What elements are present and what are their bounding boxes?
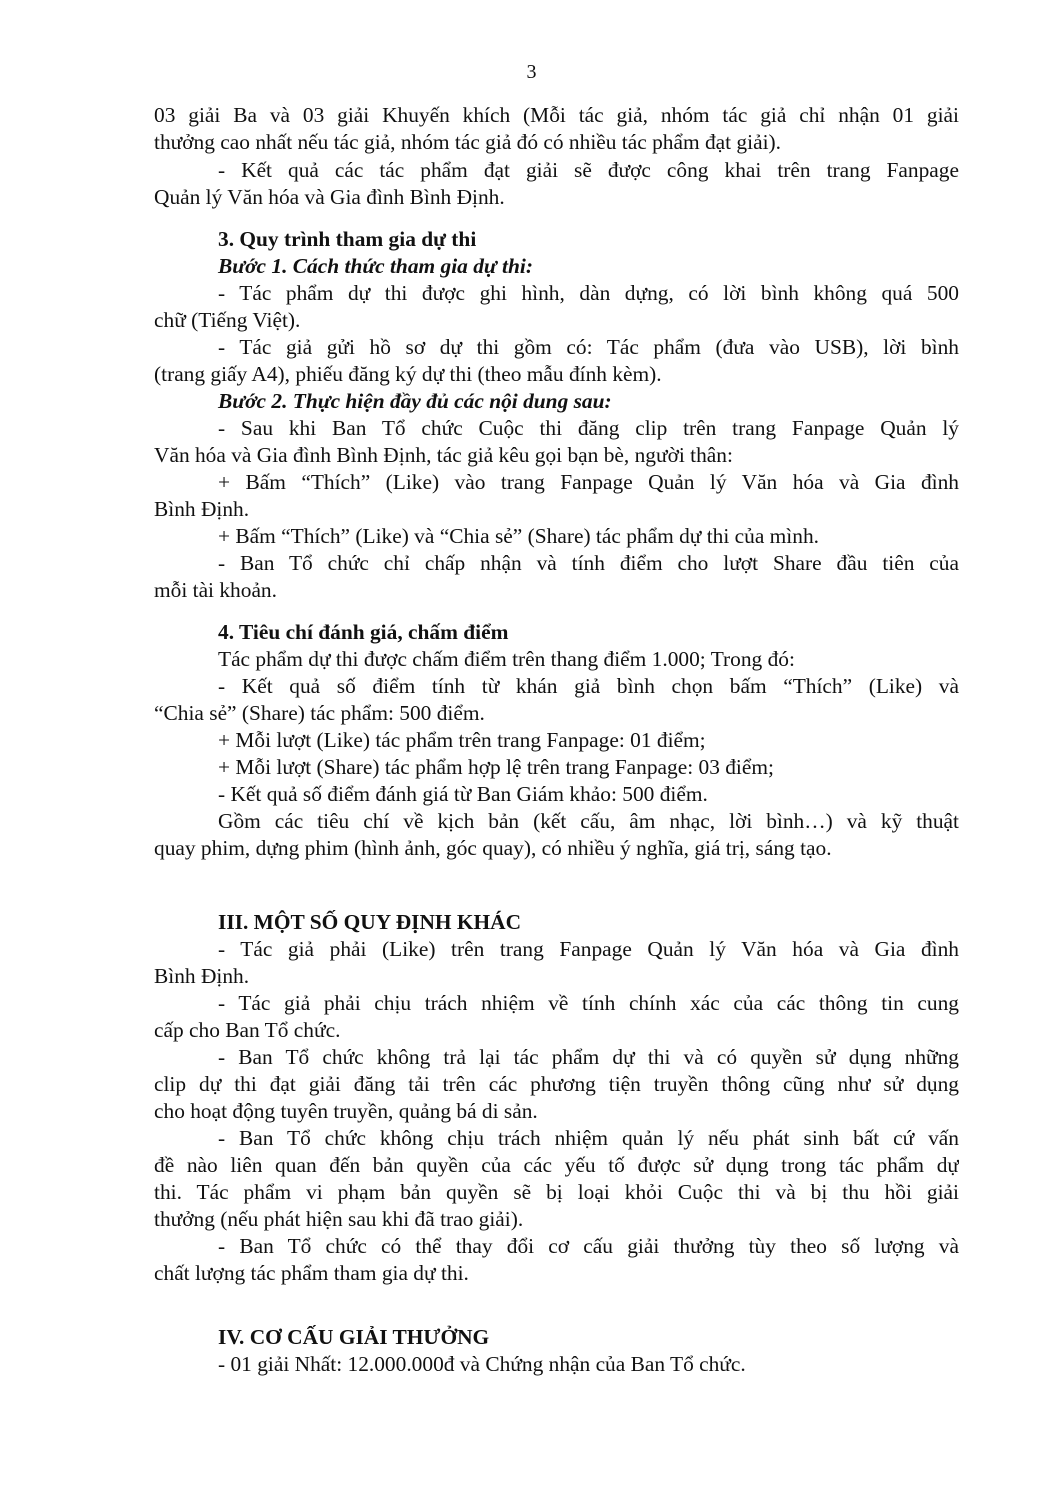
paragraph-line: cho hoạt động tuyên truyền, quảng bá di sản.: [154, 1099, 538, 1123]
paragraph-line: thưởng cao nhất nếu tác giả, nhóm tác giả đó có nhiều tác phẩm đạt giải).: [154, 130, 781, 154]
paragraph-line: + Bấm “Thích” (Like) vào trang Fanpage Quản lý Văn hóa và Gia đình: [218, 470, 959, 494]
paragraph-line: clip dự thi đạt giải đăng tải trên các phương tiện truyền thông cũng như sử dụng: [154, 1072, 959, 1096]
paragraph-line: 03 giải Ba và 03 giải Khuyến khích (Mỗi tác giả, nhóm tác giả chỉ nhận 01 giải: [154, 103, 959, 127]
paragraph-line: Gồm các tiêu chí về kịch bản (kết cấu, âm nhạc, lời bình…) và kỹ thuật: [218, 809, 959, 833]
step-2-heading: Bước 2. Thực hiện đầy đủ các nội dung sau:: [218, 389, 612, 413]
paragraph-line: thưởng (nếu phát hiện sau khi đã trao giải).: [154, 1207, 524, 1231]
paragraph-line: - Ban Tổ chức không chịu trách nhiệm quản lý nếu phát sinh bất cứ vấn: [218, 1126, 959, 1150]
paragraph-line: - 01 giải Nhất: 12.000.000đ và Chứng nhận của Ban Tổ chức.: [218, 1352, 746, 1376]
paragraph-line: “Chia sẻ” (Share) tác phẩm: 500 điểm.: [154, 701, 485, 725]
paragraph-line: - Tác phẩm dự thi được ghi hình, dàn dựng, có lời bình không quá 500: [218, 281, 959, 305]
paragraph-line: Văn hóa và Gia đình Bình Định, tác giả kêu gọi bạn bè, người thân:: [154, 443, 733, 467]
paragraph-line: - Kết quả số điểm tính từ khán giả bình chọn bấm “Thích” (Like) và: [218, 674, 959, 698]
paragraph-line: (trang giấy A4), phiếu đăng ký dự thi (theo mẫu đính kèm).: [154, 362, 662, 386]
paragraph-line: + Mỗi lượt (Share) tác phẩm hợp lệ trên trang Fanpage: 03 điểm;: [218, 755, 774, 779]
paragraph-line: + Mỗi lượt (Like) tác phẩm trên trang Fanpage: 01 điểm;: [218, 728, 706, 752]
paragraph-line: thi. Tác phẩm vi phạm bản quyền sẽ bị loại khỏi Cuộc thi và bị thu hồi giải: [154, 1180, 959, 1204]
page-number: 3: [526, 61, 537, 83]
paragraph-line: Quản lý Văn hóa và Gia đình Bình Định.: [154, 185, 505, 209]
paragraph-line: - Sau khi Ban Tổ chức Cuộc thi đăng clip trên trang Fanpage Quản lý: [218, 416, 959, 440]
paragraph-line: chữ (Tiếng Việt).: [154, 308, 301, 332]
paragraph-line: mỗi tài khoản.: [154, 578, 277, 602]
step-1-heading: Bước 1. Cách thức tham gia dự thi:: [218, 254, 533, 278]
paragraph-line: - Tác giả phải (Like) trên trang Fanpage Quản lý Văn hóa và Gia đình: [218, 937, 959, 961]
paragraph-line: Bình Định.: [154, 497, 250, 521]
paragraph-line: - Tác giả phải chịu trách nhiệm về tính chính xác của các thông tin cung: [218, 991, 959, 1015]
paragraph-line: chất lượng tác phẩm tham gia dự thi.: [154, 1261, 469, 1285]
paragraph-line: đề nào liên quan đến bản quyền của các yếu tố được sử dụng trong tác phẩm dự: [154, 1153, 959, 1177]
section-heading-3: 3. Quy trình tham gia dự thi: [218, 227, 477, 251]
section-heading-IV: IV. CƠ CẤU GIẢI THƯỞNG: [218, 1325, 490, 1349]
paragraph-line: Tác phẩm dự thi được chấm điểm trên thang điểm 1.000; Trong đó:: [218, 647, 795, 671]
paragraph-line: quay phim, dựng phim (hình ảnh, góc quay), có nhiều ý nghĩa, giá trị, sáng tạo.: [154, 836, 832, 860]
paragraph-line: - Kết quả số điểm đánh giá từ Ban Giám khảo: 500 điểm.: [218, 782, 708, 806]
paragraph-line: - Tác giả gửi hồ sơ dự thi gồm có: Tác phẩm (đưa vào USB), lời bình: [218, 335, 959, 359]
paragraph-line: Bình Định.: [154, 964, 250, 988]
section-heading-4: 4. Tiêu chí đánh giá, chấm điểm: [218, 620, 509, 644]
paragraph-line: - Ban Tổ chức có thể thay đổi cơ cấu giải thưởng tùy theo số lượng và: [218, 1234, 959, 1258]
section-heading-III: III. MỘT SỐ QUY ĐỊNH KHÁC: [218, 910, 522, 934]
paragraph-line: - Kết quả các tác phẩm đạt giải sẽ được công khai trên trang Fanpage: [218, 158, 959, 182]
paragraph-line: + Bấm “Thích” (Like) và “Chia sẻ” (Share) tác phẩm dự thi của mình.: [218, 524, 819, 548]
paragraph-line: - Ban Tổ chức chỉ chấp nhận và tính điểm cho lượt Share đầu tiên của: [218, 551, 959, 575]
paragraph-line: cấp cho Ban Tổ chức.: [154, 1018, 341, 1042]
paragraph-line: - Ban Tổ chức không trả lại tác phẩm dự thi và có quyền sử dụng những: [218, 1045, 959, 1069]
